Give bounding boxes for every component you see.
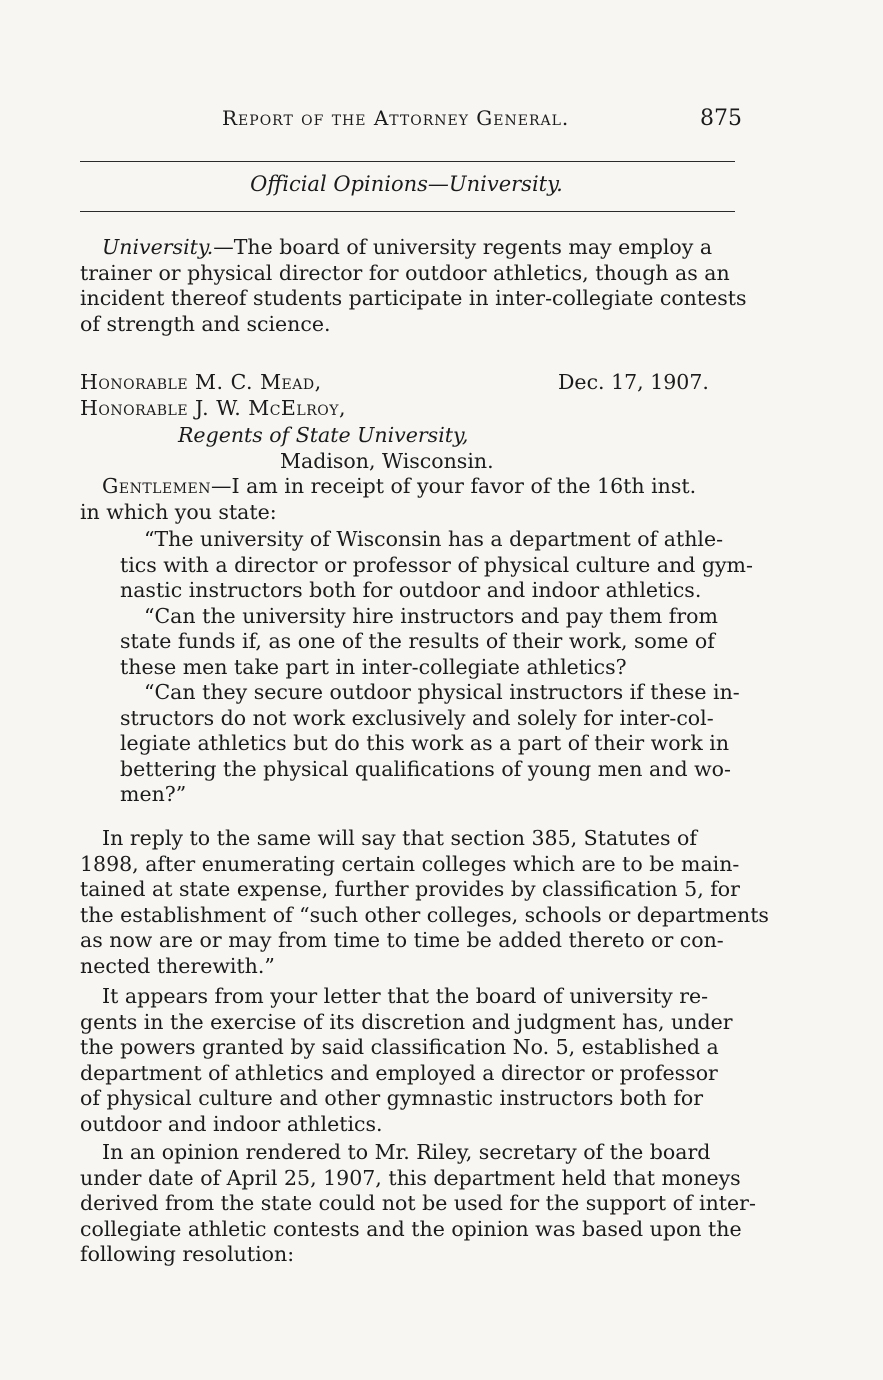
- body-line: tained at state expense, further provides by classification 5, for: [80, 877, 740, 901]
- recipient-place: Madison, Wisconsin.: [280, 449, 494, 473]
- body-line: In reply to the same will say that section 385, Statutes of: [102, 826, 697, 850]
- body-line: department of athletics and employed a director or professor: [80, 1060, 718, 1085]
- body-line: as now are or may from time to time be added thereto or con-: [80, 928, 724, 952]
- salutation-line: Gentlemen—I am in receipt of your favor of the 16th inst.: [102, 474, 697, 498]
- body-line: collegiate athletic contests and the opinion was based upon the: [80, 1216, 742, 1241]
- body-line: the powers granted by said classification No. 5, established a: [80, 1035, 719, 1059]
- body-line: nected therewith.”: [80, 953, 275, 978]
- section-heading: Official Opinions—University.: [250, 172, 563, 196]
- greeting: Gentlemen: [102, 474, 212, 498]
- body-paragraph-3: [80, 1140, 756, 1268]
- body-line: gents in the exercise of its discretion and judgment has, under: [80, 1009, 733, 1034]
- syllabus-line: incident thereof students participate in inter-collegiate contests: [80, 286, 747, 310]
- syllabus-lead: University.: [102, 235, 214, 259]
- body-line: outdoor and indoor athletics.: [80, 1111, 383, 1136]
- body-line: In an opinion rendered to Mr. Riley, secretary of the board: [102, 1140, 711, 1164]
- running-header: Report of the Attorney General.: [222, 106, 570, 130]
- syllabus-line: of strength and science.: [80, 311, 331, 336]
- syllabus-line: trainer or physical director for outdoor athletics, though as an: [80, 260, 730, 285]
- body-line: under date of April 25, 1907, this department held that moneys: [80, 1165, 741, 1190]
- letter-date: Dec. 17, 1907.: [558, 370, 709, 394]
- body-line: the establishment of “such other colleges, schools or departments: [80, 902, 769, 927]
- recipient-2: Honorable J. W. McElroy,: [80, 396, 346, 420]
- quoted-letter: [120, 527, 753, 808]
- syllabus-line: University.—The board of university regents may employ a: [102, 235, 713, 259]
- body-paragraph-2: [80, 984, 740, 1137]
- quote-line: tics with a director or professor of physical culture and gym-: [120, 552, 753, 577]
- bottom-rule: [80, 211, 735, 212]
- quote-line: state funds if, as one of the results of their work, some of: [120, 629, 715, 653]
- quote-line: nastic instructors both for outdoor and indoor athletics.: [120, 578, 702, 602]
- body-paragraph-1: [80, 826, 769, 979]
- quote-line: men?”: [120, 782, 187, 806]
- quote-line: “Can the university hire instructors and pay them from: [144, 603, 718, 628]
- body-line: of physical culture and other gymnastic instructors both for: [80, 1086, 704, 1110]
- body-line: following resolution:: [80, 1242, 295, 1266]
- quote-line: structors do not work exclusively and solely for inter-col-: [120, 705, 714, 730]
- quote-line: bettering the physical qualifications of young men and wo-: [120, 756, 731, 781]
- top-rule: [80, 161, 735, 162]
- page-number: 875: [700, 106, 742, 131]
- quote-line: legiate athletics but do this work as a part of their work in: [120, 731, 730, 755]
- quote-line: “Can they secure outdoor physical instructors if these in-: [144, 680, 740, 704]
- salutation-line: in which you state:: [80, 499, 277, 524]
- recipient-title: Regents of State University,: [178, 423, 469, 447]
- body-line: 1898, after enumerating certain colleges which are to be main-: [80, 851, 740, 876]
- recipient-1: Honorable M. C. Mead,: [80, 370, 322, 394]
- body-line: derived from the state could not be used for the support of inter-: [80, 1191, 756, 1215]
- quote-line: “The university of Wisconsin has a department of athle-: [144, 527, 724, 551]
- syllabus: [80, 235, 747, 337]
- body-line: It appears from your letter that the board of university re-: [102, 984, 709, 1008]
- salutation: [80, 474, 740, 525]
- quote-line: these men take part in inter-collegiate athletics?: [120, 654, 627, 679]
